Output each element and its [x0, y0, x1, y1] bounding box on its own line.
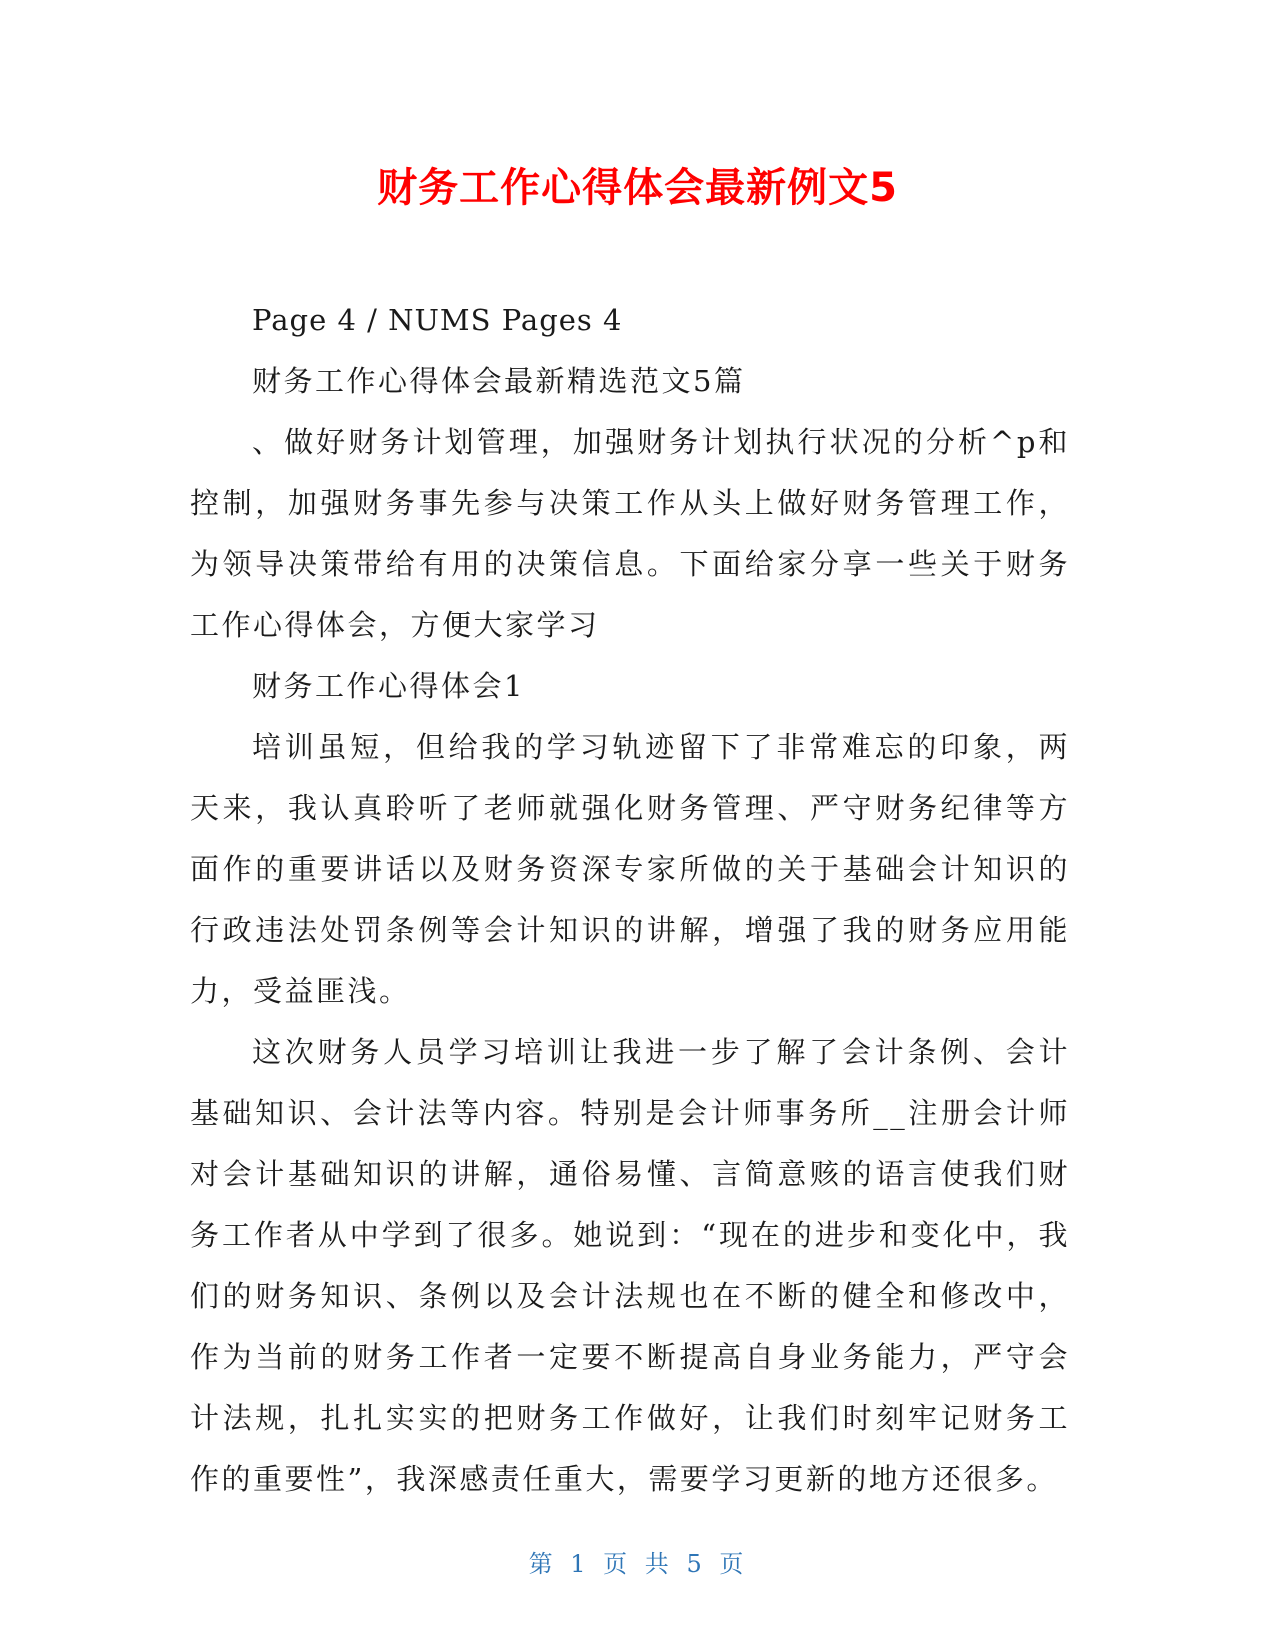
body-paragraph: 这次财务人员学习培训让我进一步了解了会计条例、会计基础知识、会计法等内容。特别是会计师事务所__注册会计师对会计基础知识的讲解，通俗易懂、言简意赅的语言使我们财务工作者从中学到了很多。她说到：“现在的进步和变化中，我们的财务知识、条例以及会计法规也在不断的健全和修改中，作为当前的财务工作者一定要不断提高自身业务能力，严守会计法规，扎扎实实的把财务工作做好，让我们时刻牢记财务工作的重要性”，我深感责任重大，需要学习更新的地方还很多。 [190, 1035, 1070, 1496]
document-body [190, 290, 1070, 1510]
page-number-footer: 第 1 页 共 5 页 [528, 1550, 747, 1578]
document-title: 财务工作心得体会最新例文5 [377, 165, 898, 211]
subtitle-paragraph: 财务工作心得体会最新精选范文5篇 [252, 364, 746, 398]
body-paragraph: 培训虽短，但给我的学习轨迹留下了非常难忘的印象，两天来，我认真聆听了老师就强化财务管理、严守财务纪律等方面作的重要讲话以及财务资深专家所做的关于基础会计知识的行政违法处罚条例等会计知识的讲解，增强了我的财务应用能力，受益匪浅。 [190, 730, 1070, 1008]
intro-paragraph: 、做好财务计划管理，加强财务计划执行状况的分析^p和控制，加强财务事先参与决策工作从头上做好财务管理工作，为领导决策带给有用的决策信息。下面给家分享一些关于财务工作心得体会，方便大家学习 [190, 425, 1070, 642]
section-heading: 财务工作心得体会1 [252, 669, 525, 703]
page-header-line: Page 4 / NUMS Pages 4 [252, 303, 623, 337]
